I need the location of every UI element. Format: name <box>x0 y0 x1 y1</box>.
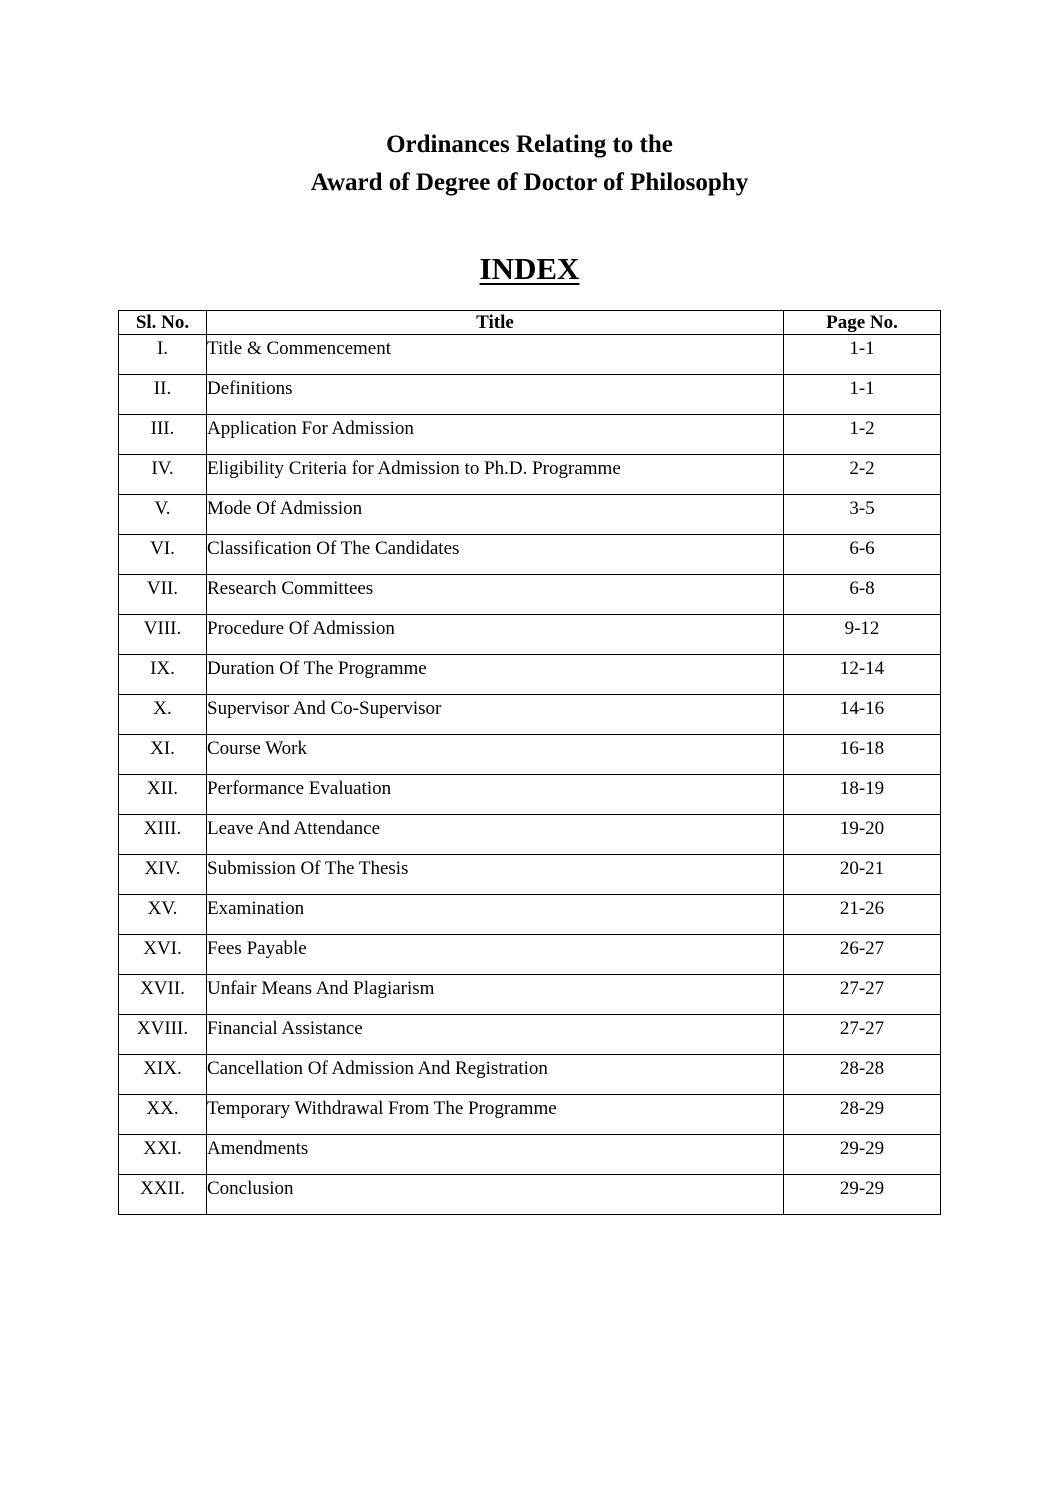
sl-no-cell: VII. <box>119 575 207 615</box>
table-row <box>119 975 941 1015</box>
page-no-cell: 1-2 <box>784 415 941 455</box>
title-cell: Title & Commencement <box>207 335 784 375</box>
page-no-cell: 6-8 <box>784 575 941 615</box>
sl-no-cell: III. <box>119 415 207 455</box>
page-no-cell: 28-28 <box>784 1055 941 1095</box>
page-no-cell: 1-1 <box>784 375 941 415</box>
header-title: Title <box>207 311 784 335</box>
table-row <box>119 1055 941 1095</box>
table-body <box>119 335 941 1215</box>
title-cell: Application For Admission <box>207 415 784 455</box>
table-row <box>119 335 941 375</box>
sl-no-cell: XII. <box>119 775 207 815</box>
table-row <box>119 855 941 895</box>
sl-no-cell: XI. <box>119 735 207 775</box>
header-sl-no: Sl. No. <box>119 311 207 335</box>
title-cell: Amendments <box>207 1135 784 1175</box>
title-cell: Course Work <box>207 735 784 775</box>
page-no-cell: 20-21 <box>784 855 941 895</box>
title-cell: Research Committees <box>207 575 784 615</box>
title-cell: Procedure Of Admission <box>207 615 784 655</box>
title-cell: Duration Of The Programme <box>207 655 784 695</box>
title-cell: Financial Assistance <box>207 1015 784 1055</box>
page-no-cell: 21-26 <box>784 895 941 935</box>
page-no-cell: 12-14 <box>784 655 941 695</box>
title-cell: Performance Evaluation <box>207 775 784 815</box>
title-cell: Leave And Attendance <box>207 815 784 855</box>
sl-no-cell: XIV. <box>119 855 207 895</box>
page-no-cell: 3-5 <box>784 495 941 535</box>
title-cell: Temporary Withdrawal From The Programme <box>207 1095 784 1135</box>
page-no-cell: 14-16 <box>784 695 941 735</box>
title-cell: Conclusion <box>207 1175 784 1215</box>
index-table <box>118 310 941 1215</box>
title-cell: Definitions <box>207 375 784 415</box>
sl-no-cell: XVII. <box>119 975 207 1015</box>
table-row <box>119 575 941 615</box>
table-row <box>119 1095 941 1135</box>
table-row <box>119 815 941 855</box>
sl-no-cell: VI. <box>119 535 207 575</box>
title-cell: Supervisor And Co-Supervisor <box>207 695 784 735</box>
sl-no-cell: XVI. <box>119 935 207 975</box>
page-no-cell: 1-1 <box>784 335 941 375</box>
table-row <box>119 455 941 495</box>
table-row <box>119 935 941 975</box>
table-row <box>119 655 941 695</box>
page-no-cell: 26-27 <box>784 935 941 975</box>
index-heading-text: INDEX <box>479 251 580 286</box>
sl-no-cell: XXII. <box>119 1175 207 1215</box>
table-row <box>119 735 941 775</box>
table-row <box>119 695 941 735</box>
title-cell: Examination <box>207 895 784 935</box>
page-no-cell: 6-6 <box>784 535 941 575</box>
table-row <box>119 1135 941 1175</box>
page-no-cell: 19-20 <box>784 815 941 855</box>
table-row <box>119 615 941 655</box>
index-heading <box>0 250 1059 288</box>
sl-no-cell: V. <box>119 495 207 535</box>
title-cell: Fees Payable <box>207 935 784 975</box>
document-title-line-1: Ordinances Relating to the <box>386 131 673 158</box>
title-cell: Submission Of The Thesis <box>207 855 784 895</box>
title-cell: Mode Of Admission <box>207 495 784 535</box>
page-no-cell: 28-29 <box>784 1095 941 1135</box>
title-cell: Unfair Means And Plagiarism <box>207 975 784 1015</box>
page-no-cell: 27-27 <box>784 975 941 1015</box>
sl-no-cell: IV. <box>119 455 207 495</box>
sl-no-cell: XV. <box>119 895 207 935</box>
page-no-cell: 18-19 <box>784 775 941 815</box>
page-no-cell: 27-27 <box>784 1015 941 1055</box>
sl-no-cell: IX. <box>119 655 207 695</box>
sl-no-cell: XVIII. <box>119 1015 207 1055</box>
table-row <box>119 375 941 415</box>
sl-no-cell: X. <box>119 695 207 735</box>
table-row <box>119 535 941 575</box>
table-row <box>119 495 941 535</box>
sl-no-cell: I. <box>119 335 207 375</box>
table-row <box>119 775 941 815</box>
table-row <box>119 1175 941 1215</box>
sl-no-cell: XIII. <box>119 815 207 855</box>
table-row <box>119 415 941 455</box>
title-cell: Eligibility Criteria for Admission to Ph.D. Programme <box>207 455 784 495</box>
page-no-cell: 29-29 <box>784 1175 941 1215</box>
page-no-cell: 29-29 <box>784 1135 941 1175</box>
sl-no-cell: XXI. <box>119 1135 207 1175</box>
title-cell: Classification Of The Candidates <box>207 535 784 575</box>
sl-no-cell: XX. <box>119 1095 207 1135</box>
table-header-row <box>119 311 941 335</box>
sl-no-cell: VIII. <box>119 615 207 655</box>
page-no-cell: 2-2 <box>784 455 941 495</box>
table-row <box>119 1015 941 1055</box>
document-title-line-2: Award of Degree of Doctor of Philosophy <box>310 169 749 196</box>
sl-no-cell: XIX. <box>119 1055 207 1095</box>
header-page-no: Page No. <box>784 311 941 335</box>
title-cell: Cancellation Of Admission And Registration <box>207 1055 784 1095</box>
sl-no-cell: II. <box>119 375 207 415</box>
table-row <box>119 895 941 935</box>
page-no-cell: 16-18 <box>784 735 941 775</box>
page-no-cell: 9-12 <box>784 615 941 655</box>
